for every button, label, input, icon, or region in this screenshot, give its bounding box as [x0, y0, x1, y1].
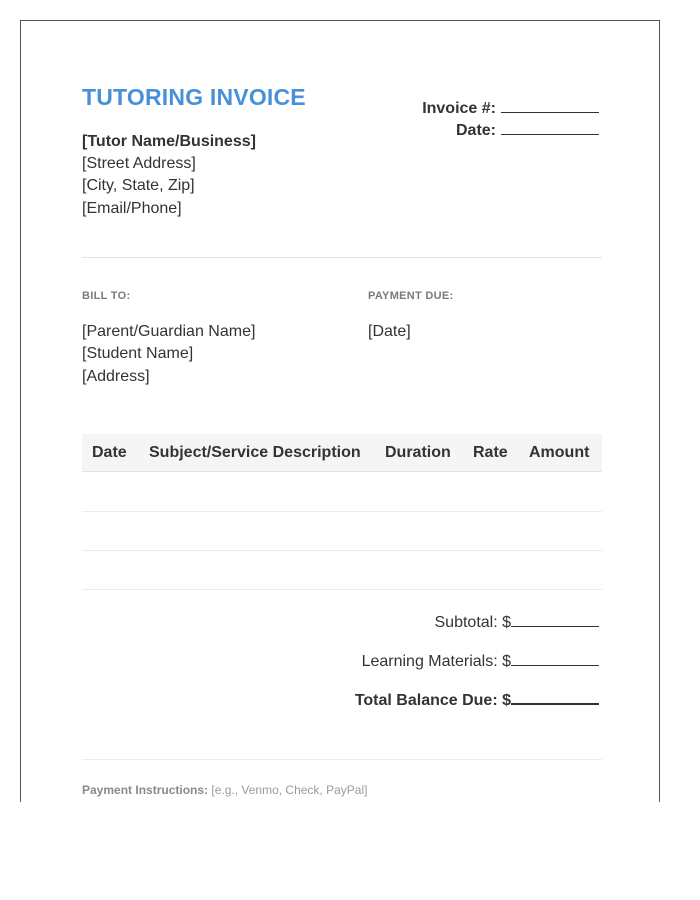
payment-instructions-value: [e.g., Venmo, Check, PayPal] [211, 783, 368, 797]
bill-to-label: BILL TO: [82, 290, 131, 302]
bill-to-name: [Parent/Guardian Name] [82, 323, 256, 340]
invoice-date-field[interactable] [501, 120, 599, 135]
column-header-description: Subject/Service Description [149, 444, 361, 461]
table-row-divider [82, 511, 602, 512]
column-header-duration: Duration [385, 444, 451, 461]
payment-due-date: [Date] [368, 323, 411, 340]
header-divider [82, 257, 602, 258]
column-header-date: Date [92, 444, 127, 461]
tutor-city: [City, State, Zip] [82, 177, 195, 194]
column-header-rate: Rate [473, 444, 508, 461]
materials-label: Learning Materials: $ [361, 653, 511, 670]
invoice-date-row [456, 120, 599, 140]
subtotal-field[interactable] [511, 612, 599, 627]
table-row-divider [82, 550, 602, 551]
bill-to-address: [Address] [82, 368, 150, 385]
tutor-street: [Street Address] [82, 155, 196, 172]
line-items-header [82, 434, 602, 472]
invoice-number-field[interactable] [501, 98, 599, 113]
tutor-name: [Tutor Name/Business] [82, 133, 256, 150]
total-due-row [355, 689, 599, 710]
invoice-number-row [422, 98, 599, 118]
bill-to-student: [Student Name] [82, 345, 194, 362]
payment-instructions-label: Payment Instructions: [82, 783, 209, 797]
tutor-contact: [Email/Phone] [82, 200, 182, 217]
total-due-label: Total Balance Due: $ [354, 692, 511, 709]
subtotal-label: Subtotal: $ [434, 614, 511, 631]
column-header-amount: Amount [529, 444, 590, 461]
invoice-date-label: Date: [455, 122, 496, 139]
table-row-divider [82, 589, 602, 590]
invoice-title: TUTORING INVOICE [82, 84, 306, 110]
payment-instructions [82, 783, 367, 797]
footer-divider [82, 759, 602, 760]
payment-due-label: PAYMENT DUE: [368, 290, 454, 302]
materials-row [362, 651, 599, 671]
invoice-number-label: Invoice #: [422, 100, 496, 117]
subtotal-row [435, 612, 600, 632]
invoice-page [20, 20, 660, 802]
materials-field[interactable] [511, 651, 599, 666]
total-due-field[interactable] [511, 689, 599, 705]
